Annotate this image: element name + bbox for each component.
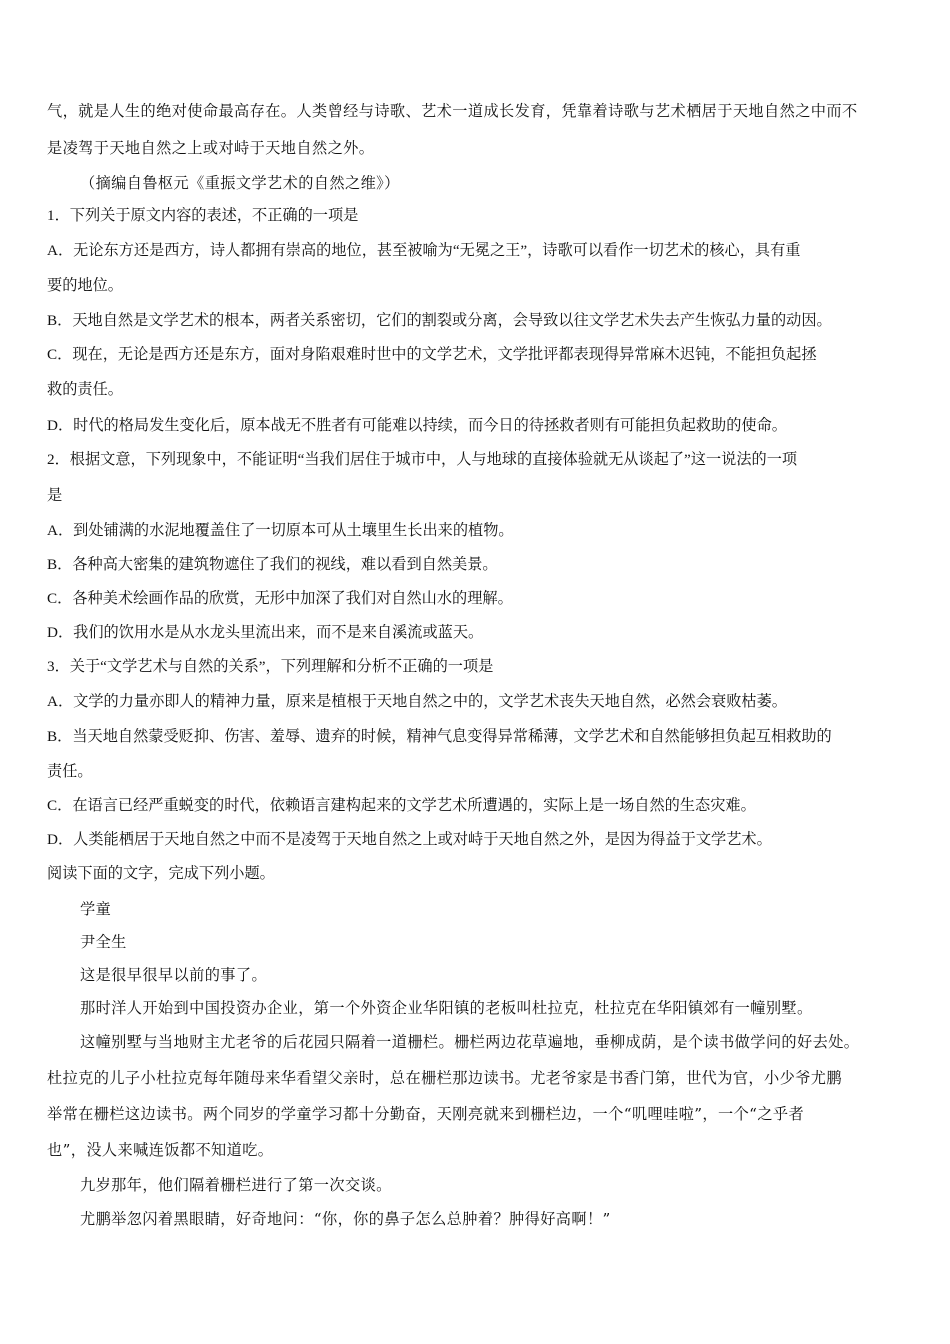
question-1-option-c: C．现在，无论是西方还是东方，面对身陷艰难时世中的文学艺术，文学批评都表现得异常麻木迟钝，不能担负起拯 xyxy=(47,346,817,363)
story-paragraph-cont: 举常在栅栏这边读书。两个同岁的学童学习都十分勤奋，天刚亮就来到栅栏边，一个“叽哩哇啦”，一个“之乎者 xyxy=(47,1105,805,1123)
question-2-option-c: C．各种美术绘画作品的欣赏，无形中加深了我们对自然山水的理解。 xyxy=(47,590,513,607)
question-2-option-b: B．各种高大密集的建筑物遮住了我们的视线，难以看到自然美景。 xyxy=(47,556,498,573)
question-2-stem: 2．根据文意，下列现象中，不能证明“当我们居住于城市中，人与地球的直接体验就无从谈起了”这一说法的一项 xyxy=(47,451,798,468)
story-paragraph: 那时洋人开始到中国投资办企业，第一个外资企业华阳镇的老板叫杜拉克，杜拉克在华阳镇郊有一幢别墅。 xyxy=(80,999,813,1017)
story-paragraph-cont: 杜拉克的儿子小杜拉克每年随母来华看望父亲时，总在栅栏那边读书。尤老爷家是书香门第，世代为官，小少爷尤鹏 xyxy=(47,1069,842,1087)
question-1-option-a-cont: 要的地位。 xyxy=(47,277,123,294)
question-2-option-a: A．到处铺满的水泥地覆盖住了一切原本可从土壤里生长出来的植物。 xyxy=(47,522,514,539)
question-1-stem: 1．下列关于原文内容的表述，不正确的一项是 xyxy=(47,207,359,224)
passage-line: 气，就是人生的绝对使命最高存在。人类曾经与诗歌、艺术一道成长发育，凭靠着诗歌与艺术栖居于天地自然之中而不 xyxy=(47,102,858,120)
passage-source: （摘编自鲁枢元《重振文学艺术的自然之维》） xyxy=(80,174,400,192)
story-paragraph: 尤鹏举忽闪着黑眼睛，好奇地问：“你，你的鼻子怎么总肿着？肿得好高啊！” xyxy=(80,1210,611,1228)
question-2-option-d: D．我们的饮用水是从水龙头里流出来，而不是来自溪流或蓝天。 xyxy=(47,624,484,641)
reading-instruction: 阅读下面的文字，完成下列小题。 xyxy=(47,865,275,882)
question-3-option-c: C．在语言已经严重蜕变的时代，依赖语言建构起来的文学艺术所遭遇的，实际上是一场自然的生态灾难。 xyxy=(47,797,756,814)
question-3-stem: 3．关于“文学艺术与自然的关系”，下列理解和分析不正确的一项是 xyxy=(47,658,494,675)
question-3-option-b-cont: 责任。 xyxy=(47,763,93,780)
question-1-option-b: B．天地自然是文学艺术的根本，两者关系密切，它们的割裂或分离，会导致以往文学艺术失去产生恢弘力量的动因。 xyxy=(47,312,832,329)
story-paragraph-cont: 也”，没人来喊连饭都不知道吃。 xyxy=(47,1141,274,1159)
story-author: 尹全生 xyxy=(80,933,127,951)
question-2-stem-cont: 是 xyxy=(47,487,63,504)
story-paragraph: 这幢别墅与当地财主尤老爷的后花园只隔着一道栅栏。栅栏两边花草遍地，垂柳成荫，是个读书做学问的好去处。 xyxy=(80,1033,860,1051)
question-3-option-d: D．人类能栖居于天地自然之中而不是凌驾于天地自然之上或对峙于天地自然之外，是因为得益于文学艺术。 xyxy=(47,831,772,848)
question-3-option-a: A．文学的力量亦即人的精神力量，原来是植根于天地自然之中的，文学艺术丧失天地自然，必然会衰败枯萎。 xyxy=(47,693,787,710)
passage-line: 是凌驾于天地自然之上或对峙于天地自然之外。 xyxy=(47,139,375,157)
story-paragraph: 九岁那年，他们隔着栅栏进行了第一次交谈。 xyxy=(80,1176,392,1194)
story-paragraph: 这是很早很早以前的事了。 xyxy=(80,966,268,984)
question-1-option-c-cont: 救的责任。 xyxy=(47,381,123,398)
question-3-option-b: B．当天地自然蒙受贬抑、伤害、羞辱、遗弃的时候，精神气息变得异常稀薄，文学艺术和自然能够担负起互相救助的 xyxy=(47,728,832,745)
story-title: 学童 xyxy=(80,900,112,918)
question-1-option-a: A．无论东方还是西方，诗人都拥有崇高的地位，甚至被喻为“无冕之王”，诗歌可以看作一切艺术的核心，具有重 xyxy=(47,242,801,259)
question-1-option-d: D．时代的格局发生变化后，原本战无不胜者有可能难以持续，而今日的待拯救者则有可能担负起救助的使命。 xyxy=(47,417,787,434)
